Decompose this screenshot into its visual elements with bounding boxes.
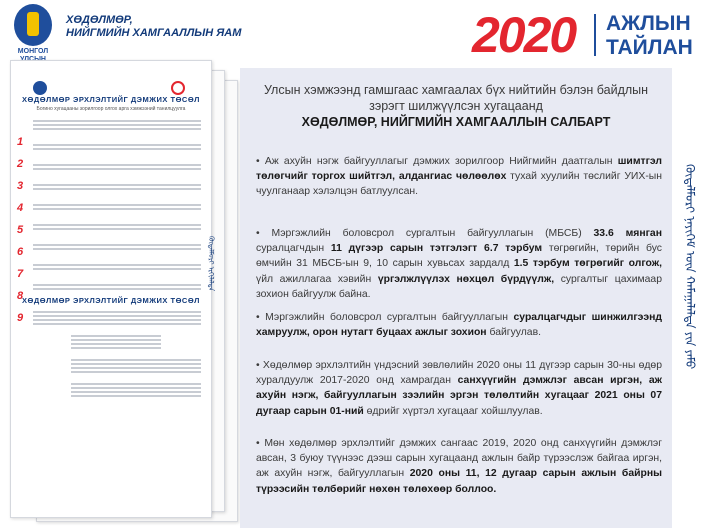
step-number: 5 [17,224,24,236]
paragraph-2: • Мэргэжлийн боловсрол сургалтын байгууллагын (МБСБ) 33.6 мянган суралцагчдын 11 дүгээр сарын тэтгэлэгт 6.7 тэрбум төгрөгийн, төрийн бус өмчийн 31 МБСБ-ын 9, 10 сарын хувьсах зардалд 1.5 тэрбум төгрөгийг олгож, үйл ажиллагаа хэвийн үргэлжлүүлэх нөхцөл бүрдүүлж, сургалтыг цахимаар зохион байгуулж байна. [256,228,662,300]
ministry-line-2: НИЙГМИЙН ХАМГААЛЛЫН ЯАМ [66,27,242,39]
report-title [606,12,693,60]
document-stack [10,60,236,522]
document-title-second: ХӨДӨЛМӨР ЭРХЛЭЛТИЙГ ДЭМЖИХ ТӨСӨЛ [22,296,200,305]
paragraph-5: • Мөн хөдөлмөр эрхлэлтийг дэмжих сангаас 2019, 2020 онд санхүүгийн дэмжлэг авсан, 3 буюу түүнээс дээш сарын хугацаанд ажлын байр түрээслэж байгаа иргэн, аж ахуйн нэгж, байгууллагын 2020 оны 11, 12 дугаар сарын ажлын байрны түрээсийн төлбөрийг нөхөн төлөхөөр боллоо. [256,438,663,495]
document-page-front [10,60,212,518]
panel-heading: ХӨДӨЛМӨР, НИЙГМИЙН ХАМГААЛЛЫН САЛБАРТ [301,115,611,129]
ministry-name [66,14,241,40]
document-step-numbers [17,131,31,329]
step-number: 1 [17,136,24,148]
panel-intro: Улсын хэмжээнд гамшгаас хамгаалах бүх нийтийн бэлэн байдлын зэрэгт шилжүүлсэн хугацаанд [263,83,649,113]
step-number: 3 [17,180,24,192]
step-number: 8 [17,290,24,302]
step-number: 4 [17,202,24,214]
paragraph-1: • Аж ахуйн нэгж байгууллагыг дэмжих зорилгоор Нийгмийн даатгалын шимтгэл төлөгчийг торгох шийтгэл, алдангиас чөлөөлөх тухай хуулийн төслийг УИХ-ын чуулганаар хэлэлцэн батлуулсан. [256,156,662,198]
report-title-line-2: ТАЙЛАН [606,36,693,59]
step-number: 6 [17,246,24,258]
step-number: 9 [17,312,24,324]
header-divider [594,14,596,56]
step-number: 2 [17,158,24,170]
document-emblem-icon [33,81,47,95]
ministry-line-1: ХӨДӨЛМӨР, [66,14,133,26]
paragraph-4: • Хөдөлмөр эрхлэлтийн үндэсний зөвлөлийн 2020 оны 11 дүгээр сарын 30-ны өдөр хуралдуулж 2017-2020 онд хамрагдан санхүүгийн дэмжлэг авсан иргэн, аж ахуйн нэгж, байгууллагын зээлийн эргэн төлөлтийн хугацааг 2021 оны 07 дугаар сарын 01-ний өдрийг хүртэл хугацааг хойшлуулав. [256,360,662,417]
mongolian-script-right: ᠬᠥᠳᠡᠯᠮᠦᠷᠢ ᠨᠡᠶᠢᠭᠡᠮ ᠦᠨ ᠬᠠᠮᠠᠭᠠᠯᠠᠯᠲᠠ ᠶᠢᠨ ᠶᠠᠮᠤ [683,164,697,370]
document-subtitle: Богино хугацааны зорилгоор олгох арга хэмжээний танилцуулга [36,106,186,112]
summary-panel [240,68,672,528]
report-year: 2020 [472,7,576,63]
paragraph-3: • Мэргэжлийн боловсрол сургалтын байгууллагын суралцагчдыг шинжилгээнд хамруулж, орон нутагт буцаах ажлыг зохион байгуулав. [256,312,662,339]
project-logo-icon [171,81,185,95]
report-title-line-1: АЖЛЫН [606,12,691,35]
mongolian-script-left: ᠬᠥᠳᠡᠯᠮᠦᠷᠢ ᠡᠷᠬᠢᠯᠡᠯᠲᠡ [207,236,214,292]
soyombo-emblem-icon [14,4,52,46]
document-title: ХӨДӨЛМӨР ЭРХЛЭЛТИЙГ ДЭМЖИХ ТӨСӨЛ [22,95,200,104]
step-number: 7 [17,268,24,280]
document-text-block-second [11,311,211,397]
government-label: МОНГОЛ [17,48,49,55]
document-text-block [11,120,211,290]
